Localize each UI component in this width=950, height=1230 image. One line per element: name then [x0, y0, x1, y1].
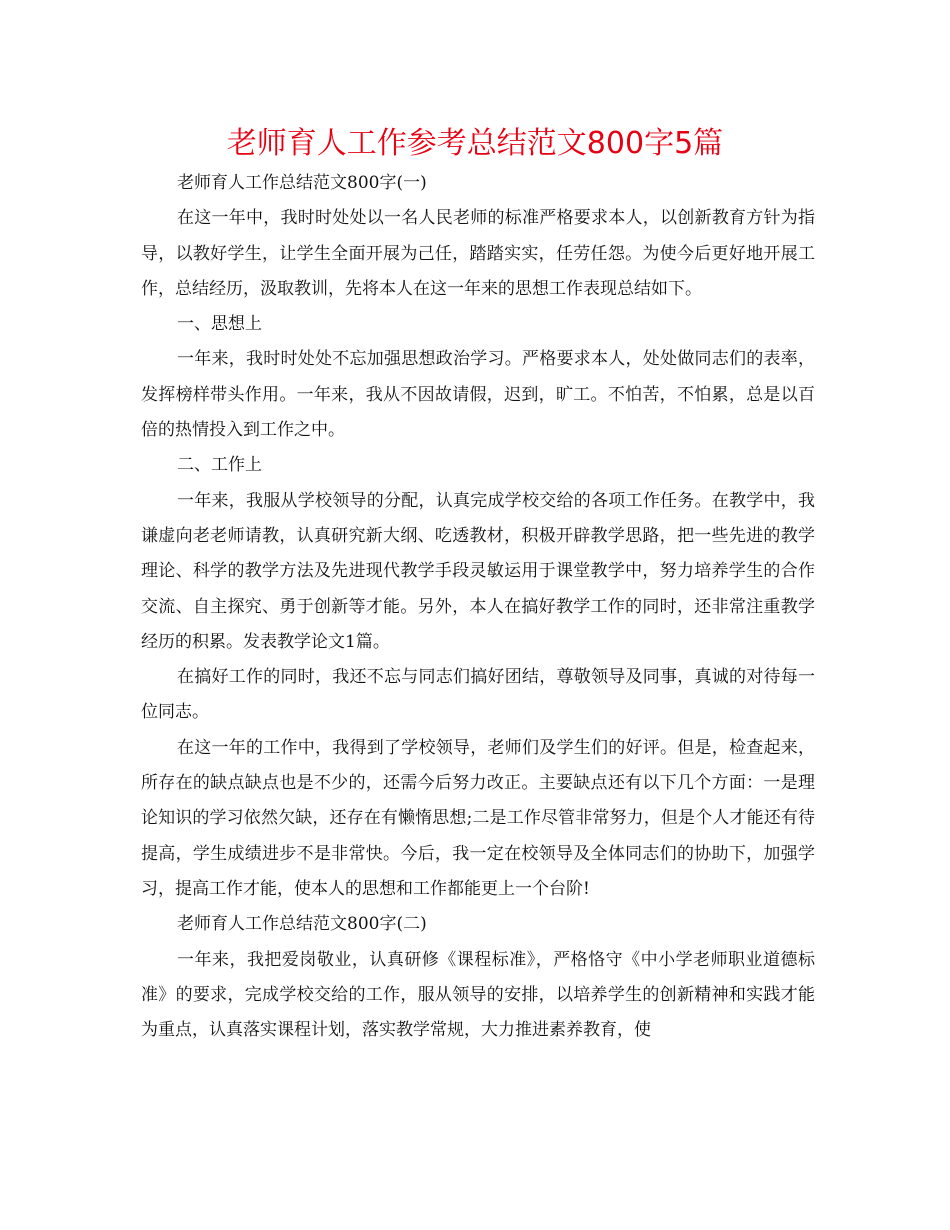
- subsection-heading: 二、工作上: [177, 455, 262, 476]
- document-body: [141, 166, 815, 1048]
- subsection-heading: 一、思想上: [177, 314, 262, 335]
- section-heading: 老师育人工作总结范文800字(二): [177, 914, 427, 935]
- paragraph: 在这一年的工作中，我得到了学校领导，老师们及学生们的好评。但是，检查起来，所存在的缺点缺点也是不少的，还需今后努力改正。主要缺点还有以下几个方面：一是理论知识的学习依然欠缺，还存在有懒惰思想;二是工作尽管非常努力，但是个人才能还有待提高，学生成绩进步不是非常快。今后，我一定在校领导及全体同志们的协助下，加强学习，提高工作才能，使本人的思想和工作都能更上一个台阶!: [141, 737, 815, 899]
- document-title: 老师育人工作参考总结范文800字5篇: [226, 126, 724, 161]
- paragraph: 在搞好工作的同时，我还不忘与同志们搞好团结，尊敬领导及同事，真诚的对待每一位同志。: [141, 667, 815, 723]
- section-heading: 老师育人工作总结范文800字(一): [177, 173, 427, 193]
- paragraph: 一年来，我服从学校领导的分配，认真完成学校交给的各项工作任务。在教学中，我谦虚向老老师请教，认真研究新大纲、吃透教材，积极开辟教学思路，把一些先进的教学理论、科学的教学方法及先进现代教学手段灵敏运用于课堂教学中，努力培养学生的合作交流、自主探究、勇于创新等才能。另外，本人在搞好教学工作的同时，还非常注重教学经历的积累。发表教学论文1篇。: [141, 490, 815, 652]
- paragraph: 一年来，我把爱岗敬业，认真研修《课程标准》，严格恪守《中小学老师职业道德标准》的要求，完成学校交给的工作，服从领导的安排，以培养学生的创新精神和实践才能为重点，认真落实课程计划，落实教学常规，大力推进素养教育，使: [141, 949, 815, 1041]
- paragraph: 一年来，我时时处处不忘加强思想政治学习。严格要求本人，处处做同志们的表率，发挥榜样带头作用。一年来，我从不因故请假，迟到，旷工。不怕苦，不怕累，总是以百倍的热情投入到工作之中。: [141, 349, 815, 441]
- paragraph: 在这一年中，我时时处处以一名人民老师的标准严格要求本人，以创新教育方针为指导，以教好学生，让学生全面开展为己任，踏踏实实，任劳任怨。为使今后更好地开展工作，总结经历，汲取教训，先将本人在这一年来的思想工作表现总结如下。: [141, 208, 815, 299]
